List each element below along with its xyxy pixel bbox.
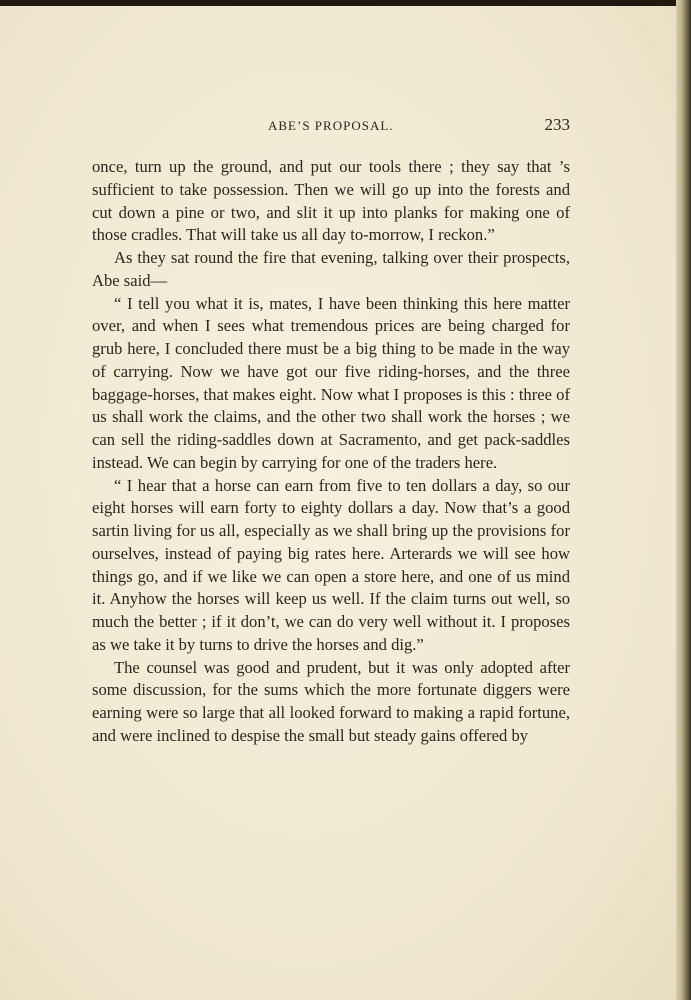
paragraph-continued: once, turn up the ground, and put our tools there ; they say that ’s sufficient to take possession. Then we will go up into the forests and cut down a pine or two, and slit it up into planks for making one of those cradles. That will take us all day to-morrow, I reckon.” xyxy=(92,157,570,245)
paragraph: As they sat round the fire that evening, talking over their prospects, Abe said— xyxy=(92,248,570,290)
page-spine-edge xyxy=(676,0,691,1000)
running-header xyxy=(92,115,570,138)
page-number: 233 xyxy=(544,115,570,134)
paragraph: “ I hear that a horse can earn from five to ten dollars a day, so our eight horses will earn forty to eighty dollars a day. Now that’s a good sartin living for us all, especially as we shall bring up the provisions for ourselves, instead of paying big rates here. Arterards we will see how things go, and if we like we can open a store here, and one of us mind it. Anyhow the horses will keep us well. If the claim turns out well, so much the better ; if it don’t, we can do very well without it. I proposes as we take it by turns to drive the horses and dig.” xyxy=(92,475,570,654)
running-title: ABE’S PROPOSAL. xyxy=(268,118,394,133)
paragraph: The counsel was good and prudent, but it was only adopted after some discussion, for the sums which the more fortunate diggers were earning were so large that all looked forward to making a rapid fortune, and were inclined to despise the small but steady gains offered by xyxy=(92,657,570,745)
body-text xyxy=(92,156,570,748)
paragraph: “ I tell you what it is, mates, I have been thinking this here matter over, and when I sees what tremendous prices are being charged for grub here, I concluded there must be a big thing to be made in the way of carrying. Now we have got our five riding-horses, and the three baggage-horses, that makes eight. Now what I proposes is this : three of us shall work the claims, and the other two shall work the horses ; we can sell the riding-saddles down at Sacramento, and get pack-saddles instead. We can begin by carrying for one of the traders here. xyxy=(92,293,570,472)
